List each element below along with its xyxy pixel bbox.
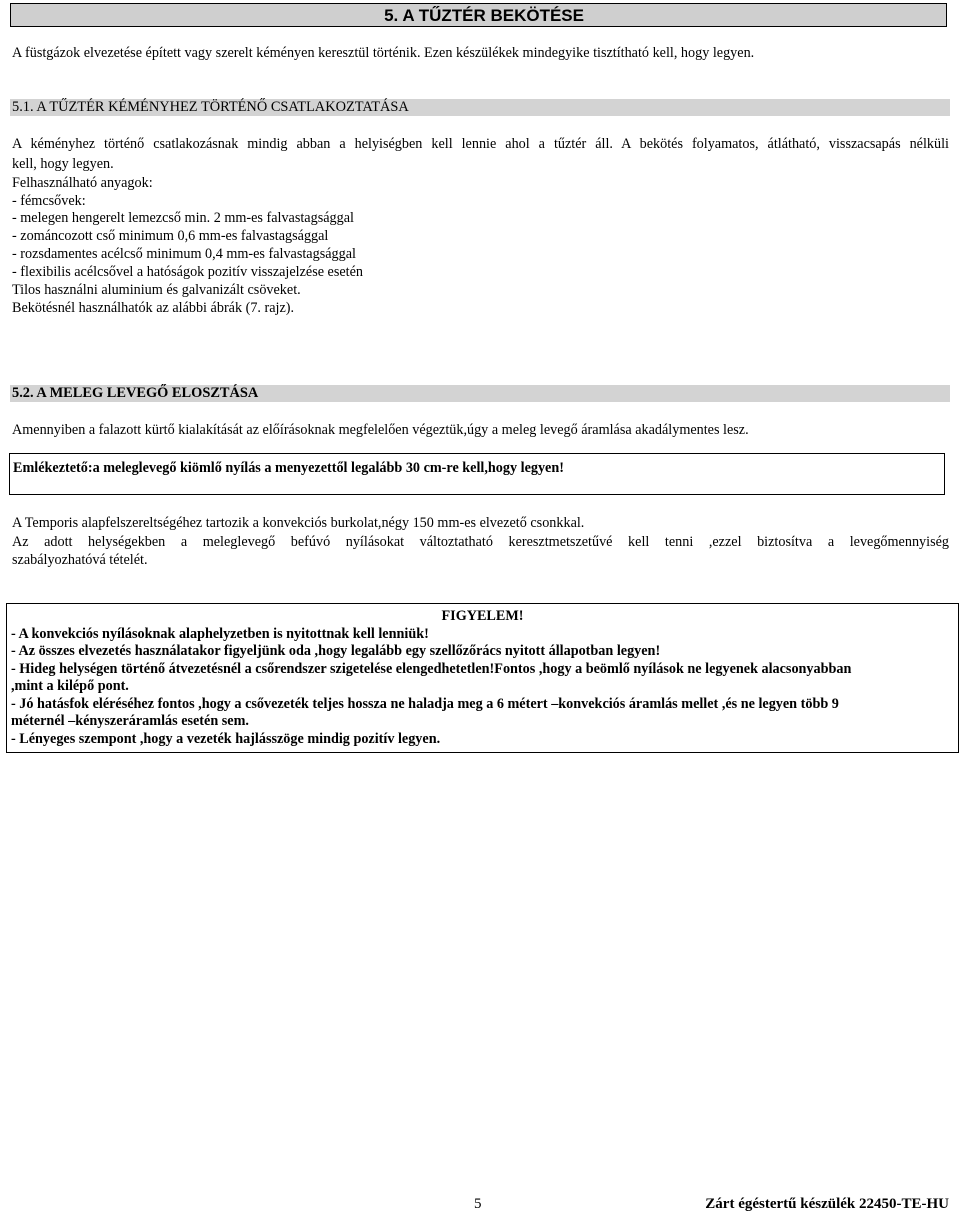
section1-line: Tilos használni aluminium és galvanizált csöveket.	[12, 282, 301, 298]
section1-line: - melegen hengerelt lemezcső min. 2 mm-es falvastagsággal	[12, 210, 354, 226]
section1-line: Bekötésnél használhatók az alábbi ábrák (7. rajz).	[12, 300, 295, 316]
warning-line: méternél –kényszeráramlás esetén sem.	[11, 713, 249, 729]
section1-line: - flexibilis acélcsővel a hatóságok pozitív visszajelzése esetén	[12, 264, 364, 280]
section1-line: A kéményhez történő csatlakozásnak mindig abban a helyiségben kell lennie ahol a tűztér áll. A bekötés folyamatos, átlátható, visszacsapás nélküli	[12, 136, 949, 152]
section1-line: kell, hogy legyen.	[12, 156, 114, 172]
warning-line: - Jó hatásfok eléréséhez fontos ,hogy a csővezeték teljes hossza ne haladja meg a 6 métert –konvekciós áramlás mellet ,és ne legyen több 9	[11, 696, 839, 712]
section1-line: - zománcozott cső minimum 0,6 mm-es falvastagsággal	[12, 228, 329, 244]
section-header-bar	[10, 3, 947, 27]
section1-line: - fémcsővek:	[12, 193, 86, 209]
footer-doc-title: Zárt égéstertű készülék 22450-TE-HU	[705, 1196, 949, 1212]
section1-line: Felhasználható anyagok:	[12, 175, 153, 191]
warning-line: - Lényeges szempont ,hogy a vezeték hajlásszöge mindig pozitív legyen.	[11, 731, 441, 747]
page-number: 5	[474, 1196, 482, 1212]
section2-line: A Temporis alapfelszereltségéhez tartozik a konvekciós burkolat,négy 150 mm-es elvezető csonkkal.	[12, 515, 585, 531]
subsection-header-bar	[10, 385, 950, 402]
warning-box	[6, 603, 959, 753]
reminder-text: Emlékeztető:a meleglevegő kiömlő nyílás a menyezettől legalább 30 cm-re kell,hogy legyen!	[13, 460, 564, 476]
section-title: 5. A TŰZTÉR BEKÖTÉSE	[384, 6, 584, 25]
section2-line: Az adott helységekben a meleglevegő befúvó nyílásokat változtatható keresztmetszetűvé kell tenni ,ezzel biztosítva a levegőmennyiség	[12, 534, 949, 550]
warning-line: ,mint a kilépő pont.	[11, 678, 129, 694]
warning-line: - Az összes elvezetés használatakor figyeljünk oda ,hogy legalább egy szellőzőrács nyitott állapotban legyen!	[11, 643, 661, 659]
warning-title: FIGYELEM!	[441, 608, 524, 624]
section1-line: - rozsdamentes acélcső minimum 0,4 mm-es falvastagsággal	[12, 246, 356, 262]
warning-line: - Hideg helységen történő átvezetésnél a csőrendszer szigetelése elengedhetetlen!Fontos ,hogy a beömlő nyílások ne legyenek alacsonyabban	[11, 661, 852, 677]
subsection-heading: 5.1. A TŰZTÉR KÉMÉNYHEZ TÖRTÉNŐ CSATLAKOZTATÁSA	[12, 99, 409, 115]
section2-paragraph: Amennyiben a falazott kürtő kialakítását az előírásoknak megfelelően végeztük,úgy a meleg levegő áramlása akadálymentes lesz.	[12, 422, 749, 438]
section2-line: szabályozhatóvá tételét.	[12, 552, 148, 568]
subsection-header-bar	[10, 99, 950, 116]
intro-text: A füstgázok elvezetése épített vagy szerelt kéményen keresztül történik. Ezen készülékek mindegyike tisztítható kell, hogy legyen.	[12, 45, 755, 61]
warning-line: - A konvekciós nyílásoknak alaphelyzetben is nyitottnak kell lenniük!	[11, 626, 429, 642]
reminder-box	[9, 453, 945, 495]
subsection-heading: 5.2. A MELEG LEVEGŐ ELOSZTÁSA	[12, 385, 259, 401]
